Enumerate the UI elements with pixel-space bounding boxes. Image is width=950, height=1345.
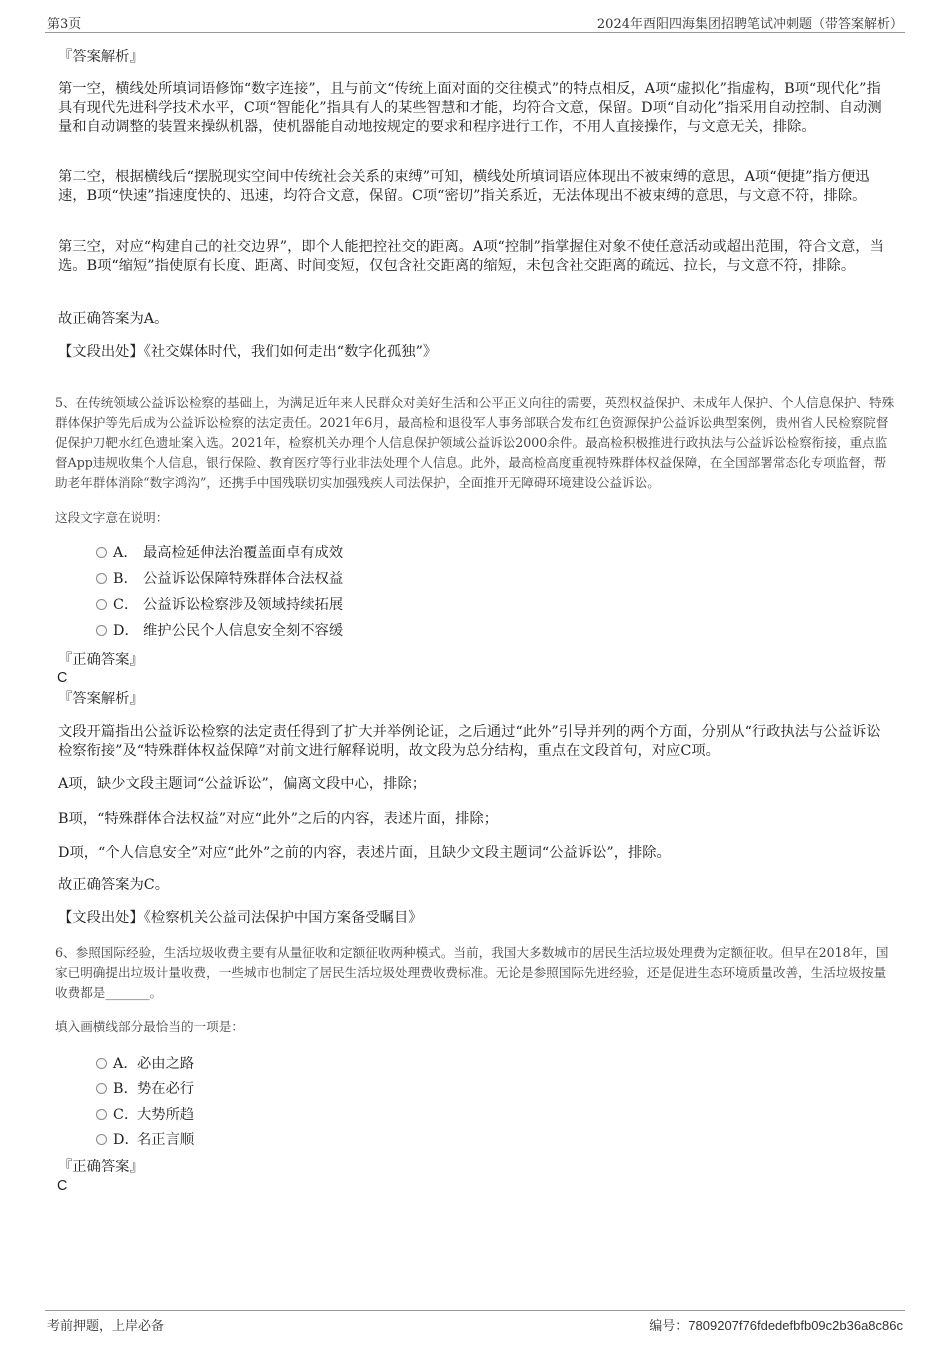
radio-icon[interactable] xyxy=(96,625,107,636)
q5-option-b[interactable]: B． 公益诉讼保障特殊群体合法权益 xyxy=(96,570,343,588)
q6-option-b[interactable]: B．势在必行 xyxy=(96,1080,194,1098)
q6-correct-label: 『正确答案』 xyxy=(58,1159,144,1175)
q5-source: 【文段出处】《检察机关公益司法保护中国方案备受瞩目》 xyxy=(58,910,423,926)
q5-correct-label: 『正确答案』 xyxy=(58,652,144,668)
radio-icon[interactable] xyxy=(96,1083,107,1094)
q5-prompt: 这段文字意在说明： xyxy=(55,510,169,525)
radio-icon[interactable] xyxy=(96,1058,107,1069)
q5-analysis-paragraph: D项，“个人信息安全”对应“此外”之前的内容，表述片面，且缺少文段主题词“公益诉讼”，排除。 xyxy=(58,845,671,861)
page-footer xyxy=(45,1310,905,1333)
radio-icon[interactable] xyxy=(96,547,107,558)
q6-option-d[interactable]: D．名正言顺 xyxy=(96,1131,194,1149)
q5-analysis-paragraph: 文段开篇指出公益诉讼检察的法定责任得到了扩大并举例论证，之后通过“此外”引导并列的两个方面，分别从“行政执法与公益诉讼检察衔接”及“特殊群体权益保障”对前文进行解释说明，故文段为总分结构，重点在文段首句，对应C项。 xyxy=(58,724,881,759)
q5-conclusion: 故正确答案为C。 xyxy=(58,877,170,893)
q5-analysis-paragraph: A项，缺少文段主题词“公益诉讼”，偏离文段中心，排除； xyxy=(58,776,427,792)
q4-conclusion: 故正确答案为A。 xyxy=(58,311,169,327)
radio-icon[interactable] xyxy=(96,599,107,610)
q4-source: 【文段出处】《社交媒体时代，我们如何走出“数字化孤独”》 xyxy=(58,344,438,360)
page-number: 第3页 xyxy=(47,17,82,32)
q5-option-c[interactable]: C． 公益诉讼检察涉及领域持续拓展 xyxy=(96,596,343,614)
document-id: 编号：7809207f76fdedefbfb09c2b36a8c86c xyxy=(649,1318,903,1333)
radio-icon[interactable] xyxy=(96,573,107,584)
radio-icon[interactable] xyxy=(96,1109,107,1120)
q4-analysis-label: 『答案解析』 xyxy=(58,49,144,65)
radio-icon[interactable] xyxy=(96,1134,107,1145)
q4-analysis-paragraph: 第一空，横线处所填词语修饰“数字连接”，且与前文“传统上面对面的交往模式”的特点相反，A项“虚拟化”指虚构，B项“现代化”指具有现代先进科学技术水平，C项“智能化”指具有人的某些智慧和才能，均符合文意，保留。D项“自动化”指采用自动控制、自动测量和自动调整的装置来操纵机器，使机器能自动地按规定的要求和程序进行工作，不用人直接操作，与文意无关，排除。 xyxy=(58,81,882,135)
q5-stem: 5、在传统领域公益诉讼检察的基础上，为满足近年来人民群众对美好生活和公平正义向往的需要，英烈权益保护、未成年人保护、个人信息保护、特殊群体保护等先后成为公益诉讼检察的法定责任。2021年6月，最高检和退役军人事务部联合发布红色资源保护公益诉讼典型案例，贵州省人民检察院督促保护刀靶水红色遗址案入选。2021年，检察机关办理个人信息保护领域公益诉讼2000余件。最高检积极推进行政执法与公益诉讼检察衔接，重点监督App违规收集个人信息，银行保险、教育医疗等行业非法处理个人信息。此外，最高检高度重视特殊群体权益保障，在全国部署常态化专项监督，帮助老年群体消除“数字鸿沟”，还携手中国残联切实加强残疾人司法保护，全面推开无障碍环境建设公益诉讼。 xyxy=(55,395,895,490)
q4-analysis-paragraph: 第二空，根据横线后“摆脱现实空间中传统社会关系的束缚”可知，横线处所填词语应体现出不被束缚的意思，A项“便捷”指方便迅速，B项“快速”指速度快的、迅速，均符合文意，保留。C项“密切”指关系近，无法体现出不被束缚的意思，与文意不符，排除。 xyxy=(58,169,870,204)
q6-stem: 6、参照国际经验，生活垃圾收费主要有从量征收和定额征收两种模式。当前，我国大多数城市的居民生活垃圾处理费为定额征收。但早在2018年，国家已明确提出垃圾计量收费，一些城市也制定了居民生活垃圾处理费收费标准。无论是参照国际先进经验，还是促进生态环境质量改善，生活垃圾按量收费都是_______。 xyxy=(55,945,889,1000)
q4-analysis-paragraph: 第三空，对应“构建自己的社交边界”，即个人能把控社交的距离。A项“控制”指掌握住对象不使任意活动或超出范围，符合文意，当选。B项“缩短”指使原有长度、距离、时间变短，仅包含社交距离的缩短，未包含社交距离的疏远、拉长，与文意不符，排除。 xyxy=(58,239,884,274)
q5-analysis-paragraph: B项，“特殊群体合法权益”对应“此外”之后的内容，表述片面，排除； xyxy=(58,811,499,827)
footer-slogan: 考前押题，上岸必备 xyxy=(47,1319,165,1334)
q5-correct-answer: C xyxy=(57,670,68,686)
q6-prompt: 填入画横线部分最恰当的一项是： xyxy=(55,1019,244,1034)
document-title: 2024年酉阳四海集团招聘笔试冲刺题（带答案解析） xyxy=(596,17,903,32)
q5-option-a[interactable]: A． 最高检延伸法治覆盖面卓有成效 xyxy=(96,544,343,562)
q6-option-c[interactable]: C．大势所趋 xyxy=(96,1106,194,1124)
q5-analysis-label: 『答案解析』 xyxy=(58,691,144,707)
q5-option-d[interactable]: D． 维护公民个人信息安全刻不容缓 xyxy=(96,622,343,640)
page-header xyxy=(45,10,905,33)
q6-correct-answer: C xyxy=(57,1178,68,1194)
q6-option-a[interactable]: A．必由之路 xyxy=(96,1055,194,1073)
